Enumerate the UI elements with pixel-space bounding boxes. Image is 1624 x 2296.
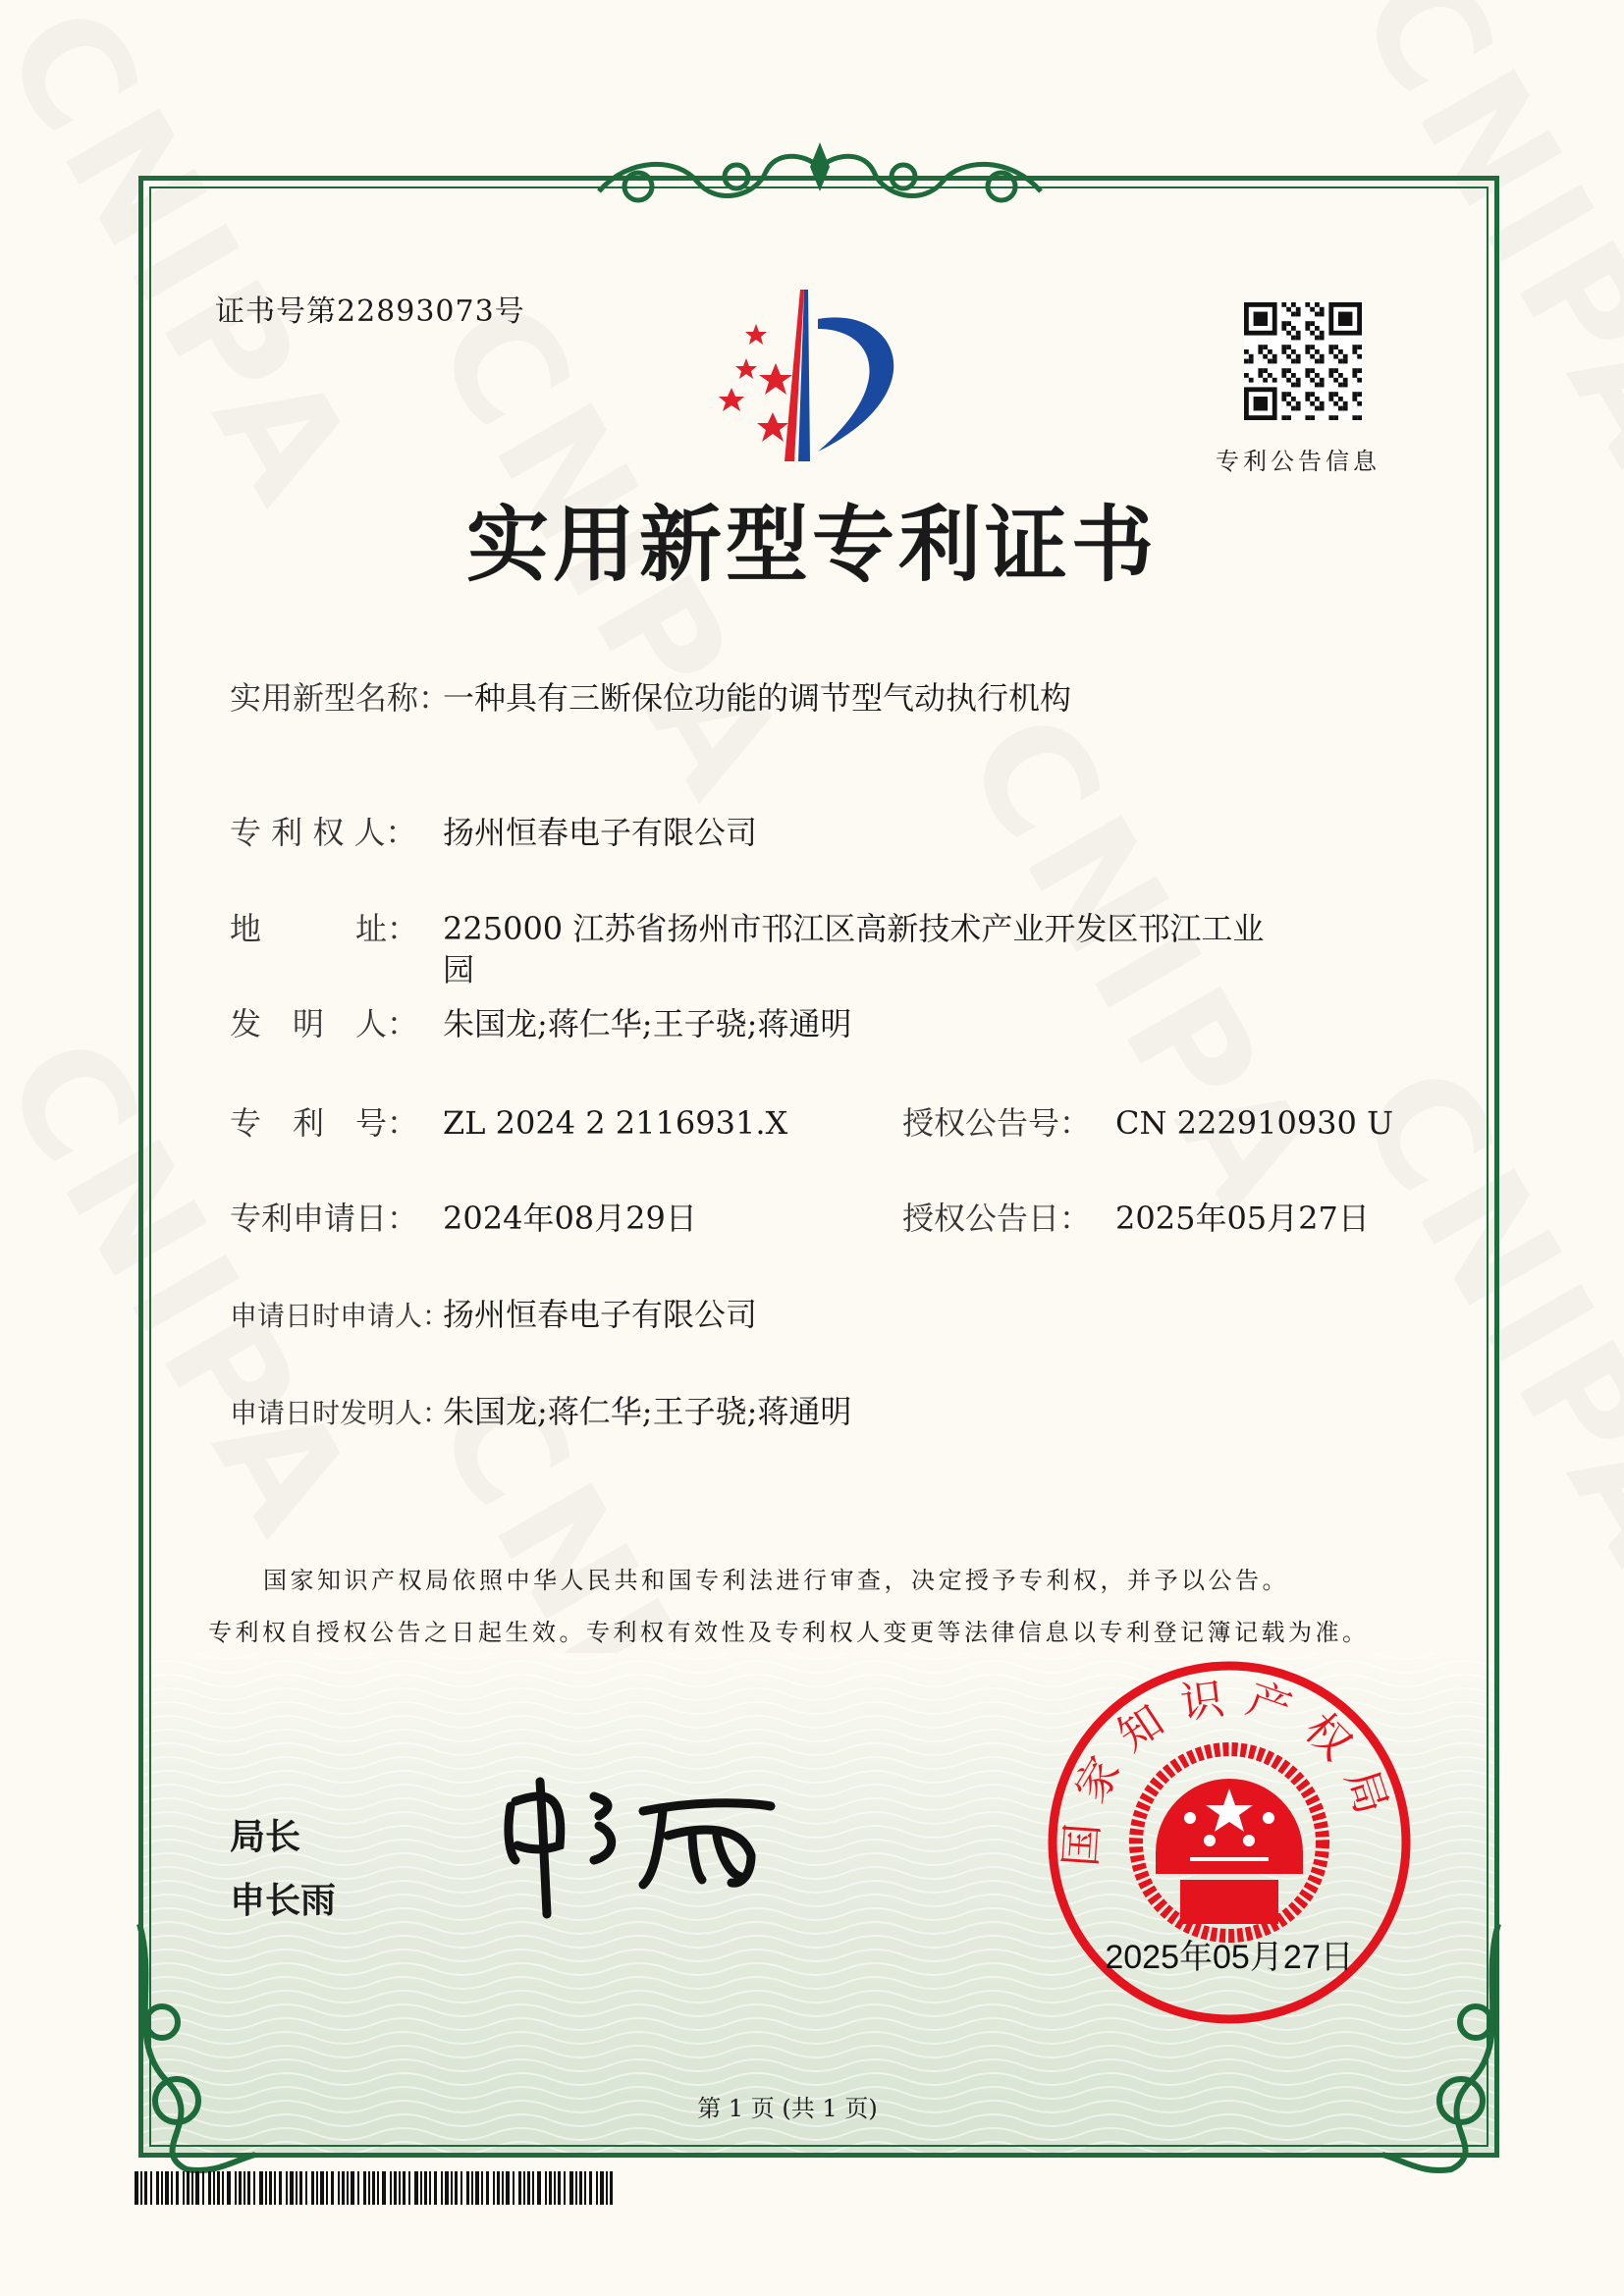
barcode-bar — [394, 2171, 397, 2205]
officer-name: 申长雨 — [230, 1881, 337, 1921]
barcode-bar — [455, 2171, 458, 2205]
barcode-bar — [195, 2171, 199, 2205]
barcode-bar — [140, 2171, 142, 2205]
seal-date: 2025年05月27日 — [1105, 1939, 1354, 1976]
barcode-bar — [290, 2171, 294, 2205]
barcode-bar — [357, 2171, 359, 2205]
barcode-bar — [144, 2171, 147, 2205]
seal-text: 国家知识产权局 — [1056, 1672, 1402, 1869]
field-value: 2025年05月27日 — [1115, 1200, 1370, 1237]
field-label: 申请日时发明人： — [230, 1397, 451, 1429]
announcement-line-1: 国家知识产权局依照中华人民共和国专利法进行审查，决定授予专利权，并予以公告。 — [263, 1567, 1289, 1594]
barcode-bar — [202, 2171, 204, 2205]
barcode-bar — [408, 2171, 410, 2205]
field-address — [230, 904, 1264, 949]
barcode-bar — [584, 2171, 586, 2205]
barcode-bar — [600, 2171, 604, 2205]
field-utility-model-name — [230, 673, 1071, 719]
field-value: 扬州恒春电子有限公司 — [443, 814, 758, 851]
field-label: 授权公告号： — [902, 1104, 1092, 1142]
barcode-bar — [247, 2171, 250, 2205]
national-emblem-icon — [1136, 1749, 1323, 1936]
barcode-bar — [429, 2171, 431, 2205]
corner-ornament-icon — [128, 1924, 265, 2179]
barcode-bar — [513, 2171, 514, 2205]
barcode-bar — [244, 2171, 245, 2205]
field-value: CN 222910930 U — [1115, 1104, 1394, 1142]
barcode-bar — [382, 2171, 386, 2205]
barcode-bar — [227, 2171, 231, 2205]
barcode-bar — [368, 2171, 370, 2205]
barcode-bar — [558, 2171, 561, 2205]
barcode-bar — [523, 2171, 525, 2205]
field-label: 实用新型名称： — [230, 679, 451, 717]
barcode-bar — [506, 2171, 510, 2205]
barcode-bar — [493, 2171, 495, 2205]
field-value: 225000 江苏省扬州市邗江区高新技术产业开发区邗江工业 — [443, 910, 1265, 947]
barcode-bar — [414, 2171, 418, 2205]
barcode-bar — [466, 2171, 469, 2205]
barcode-bar — [351, 2171, 354, 2205]
barcode-bar — [564, 2171, 566, 2205]
barcode-bar — [434, 2171, 437, 2205]
barcode-bar — [372, 2171, 375, 2205]
barcode-bar — [265, 2171, 267, 2205]
corner-ornament-icon — [1373, 1924, 1510, 2179]
signature-image — [496, 1767, 839, 1924]
barcode-bar — [269, 2171, 272, 2205]
field-inventor-at-filing — [230, 1387, 851, 1432]
barcode-bar — [235, 2171, 237, 2205]
barcode-bar — [549, 2171, 552, 2205]
field-value: ZL 2024 2 2116931.X — [443, 1104, 788, 1142]
barcode-bar — [222, 2171, 224, 2205]
field-label: 申请日时申请人： — [230, 1300, 451, 1332]
barcode-bar — [326, 2171, 328, 2205]
barcode-bar — [537, 2171, 541, 2205]
field-label: 专 利 权 人： — [230, 814, 417, 851]
field-publication-date — [902, 1194, 1370, 1239]
barcode-bar — [347, 2171, 349, 2205]
barcode-bar — [171, 2171, 173, 2205]
field-patentee — [230, 808, 757, 853]
barcode-bar — [187, 2171, 189, 2205]
barcode-bar — [296, 2171, 298, 2205]
barcode-bar — [259, 2171, 263, 2205]
field-value: 一种具有三断保位功能的调节型气动执行机构 — [443, 679, 1072, 717]
barcode-bar — [342, 2171, 345, 2205]
barcode-bar — [176, 2171, 179, 2205]
barcode-bar — [610, 2171, 613, 2205]
field-applicant-at-filing — [230, 1290, 757, 1335]
barcode-bar — [545, 2171, 547, 2205]
barcode-bar — [579, 2171, 582, 2205]
barcode-bar — [286, 2171, 288, 2205]
field-value: 扬州恒春电子有限公司 — [443, 1296, 758, 1333]
barcode-bar — [363, 2171, 366, 2205]
barcode-bar — [165, 2171, 169, 2205]
field-filing-date — [230, 1194, 697, 1239]
barcode-bar — [518, 2171, 521, 2205]
barcode-bar — [377, 2171, 379, 2205]
barcode-bar — [156, 2171, 159, 2205]
field-value: 2024年08月29日 — [443, 1200, 697, 1237]
barcode-bar — [445, 2171, 449, 2205]
barcode-bar — [596, 2171, 598, 2205]
barcode-bar — [274, 2171, 276, 2205]
qr-label: 专利公告信息 — [1216, 448, 1380, 475]
page-number: 第 1 页 (共 1 页) — [697, 2095, 878, 2122]
barcode-bar — [217, 2171, 220, 2205]
officer-title: 局长 — [230, 1817, 301, 1857]
barcode-bar — [135, 2171, 138, 2205]
barcode-bar — [191, 2171, 193, 2205]
field-inventor — [230, 999, 851, 1044]
barcode-bar — [150, 2171, 152, 2205]
field-publication-number — [902, 1098, 1393, 1144]
barcode-bar — [331, 2171, 334, 2205]
barcode-bar — [451, 2171, 453, 2205]
top-ornament-icon — [589, 137, 1051, 216]
barcode-bar — [606, 2171, 608, 2205]
field-label: 授权公告日： — [902, 1200, 1092, 1237]
barcode-bar — [589, 2171, 592, 2205]
announcement-line-2: 专利权自授权公告之日起生效。专利权有效性及专利权人变更等法律信息以专利登记簿记载为准。 — [208, 1619, 1370, 1646]
barcode-bar — [554, 2171, 556, 2205]
barcode-bar — [569, 2171, 573, 2205]
barcode-bar — [475, 2171, 479, 2205]
field-address-line2: 园 — [443, 951, 475, 988]
barcode-bar — [460, 2171, 462, 2205]
barcode-bar — [208, 2171, 211, 2205]
barcode-bar — [183, 2171, 185, 2205]
barcode-bar — [338, 2171, 340, 2205]
barcode-bar — [316, 2171, 318, 2205]
barcode-bar — [279, 2171, 282, 2205]
qr-code-icon[interactable] — [1244, 302, 1362, 420]
barcode-bar — [424, 2171, 427, 2205]
barcode-bar — [420, 2171, 422, 2205]
field-label: 地 址： — [230, 910, 419, 947]
page-title: 实用新型专利证书 — [465, 497, 1158, 593]
field-patent-number — [230, 1098, 787, 1144]
barcode — [135, 2171, 616, 2205]
barcode-bar — [399, 2171, 401, 2205]
barcode-bar — [532, 2171, 534, 2205]
barcode-bar — [213, 2171, 215, 2205]
certificate-number: 证书号第22893073号 — [215, 294, 525, 329]
barcode-bar — [502, 2171, 504, 2205]
field-value: 朱国龙;蒋仁华;王子骁;蒋通明 — [443, 1005, 852, 1042]
barcode-bar — [161, 2171, 163, 2205]
barcode-bar — [486, 2171, 489, 2205]
barcode-bar — [299, 2171, 302, 2205]
barcode-bar — [253, 2171, 255, 2205]
barcode-bar — [471, 2171, 473, 2205]
barcode-bar — [305, 2171, 307, 2205]
barcode-bar — [527, 2171, 530, 2205]
barcode-bar — [311, 2171, 314, 2205]
cnipa-logo-icon — [702, 285, 943, 466]
barcode-bar — [575, 2171, 577, 2205]
field-label: 发 明 人： — [230, 1005, 419, 1042]
barcode-bar — [239, 2171, 242, 2205]
barcode-bar — [481, 2171, 483, 2205]
field-label: 专 利 号： — [230, 1104, 419, 1142]
field-value: 朱国龙;蒋仁华;王子骁;蒋通明 — [443, 1393, 852, 1430]
barcode-bar — [497, 2171, 500, 2205]
official-seal — [1043, 1656, 1416, 2029]
barcode-bar — [441, 2171, 443, 2205]
barcode-bar — [320, 2171, 324, 2205]
barcode-bar — [390, 2171, 392, 2205]
barcode-bar — [403, 2171, 406, 2205]
field-label: 专利申请日： — [230, 1200, 419, 1237]
